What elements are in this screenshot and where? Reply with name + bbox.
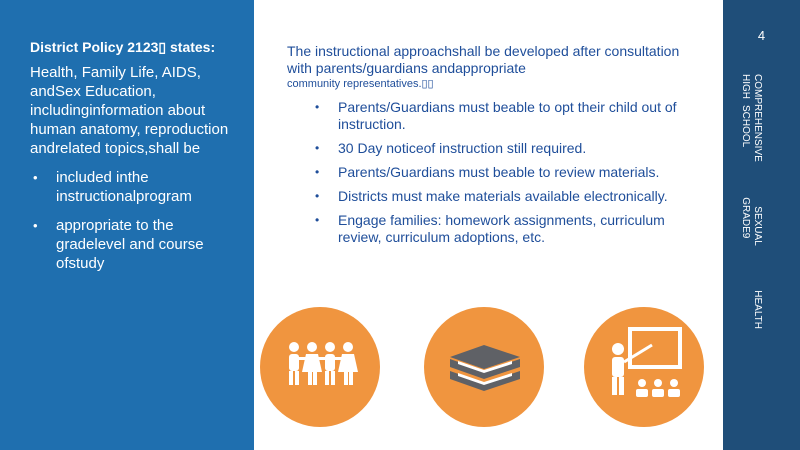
requirement-item: • Engage families: homework assignments, curriculum review, curriculum adoptions, etc. — [287, 212, 707, 246]
vertical-word: SEXUAL — [752, 206, 763, 246]
policy-body: Health, Family Life, AIDS, andSex Education, includinginformation about human anatomy, reproduction andrelated topics,shall be — [30, 64, 229, 157]
vertical-title-line1 — [751, 74, 763, 329]
requirement-item: • Districts must make materials available electronically. — [287, 188, 707, 205]
intro-text: The instructional approachshall be developed after consultation with parents/guardians andappropriate — [287, 43, 680, 76]
teacher-circle — [584, 307, 704, 427]
main-content — [287, 43, 707, 246]
policy-bullet: • appropriate to the gradelevel and course ofstudy — [30, 216, 240, 273]
requirement-item: • 30 Day noticeof instruction still required. — [287, 140, 707, 157]
requirement-item: • Parents/Guardians must beable to opt their child out of instruction. — [287, 99, 707, 133]
policy-list — [30, 168, 240, 273]
vertical-word: HEALTH — [752, 290, 763, 329]
vertical-word: HIGH — [740, 74, 751, 99]
policy-bullet: • included inthe instructionalprogram — [30, 168, 240, 206]
policy-title: District Policy 2123▯ states: — [30, 39, 216, 55]
books-icon — [424, 307, 544, 427]
family-icon — [260, 307, 380, 427]
intro-small-text: community representatives.▯▯ — [287, 78, 434, 90]
slide-sidebar — [723, 0, 800, 450]
page-number: 4 — [757, 28, 766, 43]
vertical-title — [739, 74, 763, 329]
policy-panel — [0, 0, 254, 450]
vertical-word: SCHOOL — [740, 105, 751, 148]
books-circle — [424, 307, 544, 427]
requirement-item: • Parents/Guardians must beable to review materials. — [287, 164, 707, 181]
vertical-word: GRADE9 — [740, 197, 751, 239]
vertical-word: COMPREHENSIVE — [752, 74, 763, 162]
vertical-title-line2 — [739, 74, 751, 329]
family-circle — [260, 307, 380, 427]
teacher-icon — [584, 307, 704, 427]
requirements-list — [287, 99, 707, 246]
